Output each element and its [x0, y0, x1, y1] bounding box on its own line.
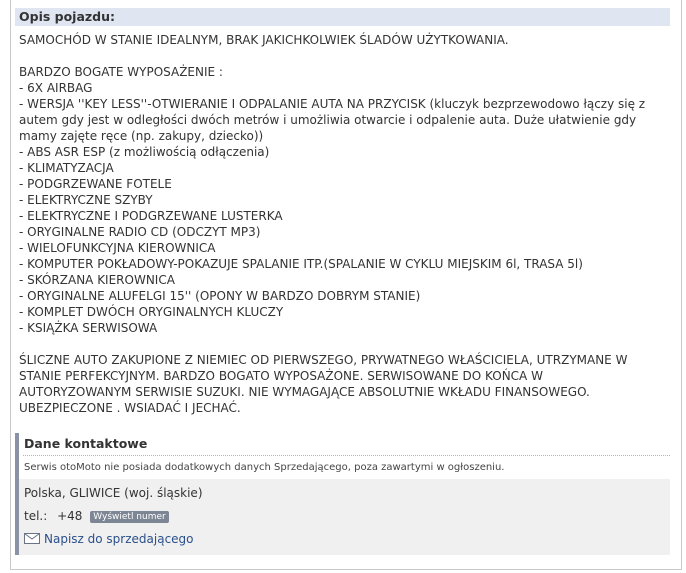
description-line: ŚLICZNE AUTO ZAKUPIONE Z NIEMIEC OD PIERWSZEGO, PRYWATNEGO WŁAŚCICIELA, UTRZYMANE W — [19, 353, 628, 367]
phone-row — [24, 509, 169, 523]
description-line: UBEZPIECZONE . WSIADAĆ I JECHAĆ. — [19, 401, 241, 415]
description-line: SAMOCHÓD W STANIE IDEALNYM, BRAK JAKICHKOLWIEK ŚLADÓW UŻYTKOWANIA. — [19, 33, 509, 47]
description-line: autem gdy jest w odległości dwóch metrów i umożliwia otwarcie i odpalenie auta. Duże ułatwienie gdy — [19, 113, 637, 127]
write-to-seller-label: Napisz do sprzedającego — [44, 532, 194, 546]
show-number-button[interactable]: Wyświetl numer — [90, 511, 168, 523]
description-line: BARDZO BOGATE WYPOSAŻENIE : — [19, 65, 223, 79]
description-line: - PODGRZEWANE FOTELE — [19, 177, 172, 191]
description-line: - ABS ASR ESP (z możliwością odłączenia) — [19, 145, 270, 159]
contact-divider — [23, 455, 670, 456]
description-line: - KLIMATYZACJA — [19, 161, 114, 175]
description-line: STANIE PERFEKCYJNYM. BARDZO BOGATO WYPOSAŻONE. SERWISOWANE DO KOŃCA W — [19, 369, 543, 383]
description-line: AUTORYZOWANYM SERWISIE SUZUKI. NIE WYMAGAJĄCE ABSOLUTNIE WKŁADU FINANSOWEGO. — [19, 385, 590, 399]
contact-note: Serwis otoMoto nie posiada dodatkowych danych Sprzedającego, poza zawartymi w ogłoszeniu. — [24, 462, 505, 473]
description-line: - WERSJA ''KEY LESS''-OTWIERANIE I ODPALANIE AUTA NA PRZYCISK (kluczyk bezprzewodowo łączy się z — [19, 97, 646, 111]
contact-title: Dane kontaktowe — [24, 436, 148, 451]
description-line: - KOMPUTER POKŁADOWY-POKAZUJE SPALANIE ITP.(SPALANIE W CYKLU MIEJSKIM 6l, TRASA 5l) — [19, 257, 583, 271]
description-line: - KOMPLET DWÓCH ORYGINALNYCH KLUCZY — [19, 305, 284, 319]
description-blank-line — [19, 48, 667, 64]
description-header: Opis pojazdu: — [15, 8, 670, 26]
description-line: - WIELOFUNKCYJNA KIEROWNICA — [19, 241, 216, 255]
description-line: - ORYGINALNE RADIO CD (ODCZYT MP3) — [19, 225, 261, 239]
description-line: - ELEKTRYCZNE I PODGRZEWANE LUSTERKA — [19, 209, 283, 223]
contact-section — [15, 433, 670, 555]
description-line: - SKÓRZANA KIEROWNICA — [19, 273, 175, 287]
phone-value: +48 — [57, 509, 83, 523]
seller-location: Polska, GLIWICE (woj. śląskie) — [24, 486, 203, 500]
description-line: - ELEKTRYCZNE SZYBY — [19, 193, 153, 207]
description-line: mamy zajęte ręce (np. zakupy, dziecko)) — [19, 129, 264, 143]
contact-info-box — [19, 479, 670, 555]
description-line: - KSIĄŻKA SERWISOWA — [19, 321, 158, 335]
phone-label: tel.: — [24, 509, 48, 523]
description-blank-line — [19, 336, 667, 352]
description-body — [19, 32, 667, 416]
description-line: - 6X AIRBAG — [19, 81, 93, 95]
write-to-seller-link[interactable] — [24, 532, 194, 546]
envelope-icon — [24, 533, 40, 544]
description-line: - ORYGINALNE ALUFELGI 15'' (OPONY W BARDZO DOBRYM STANIE) — [19, 289, 421, 303]
